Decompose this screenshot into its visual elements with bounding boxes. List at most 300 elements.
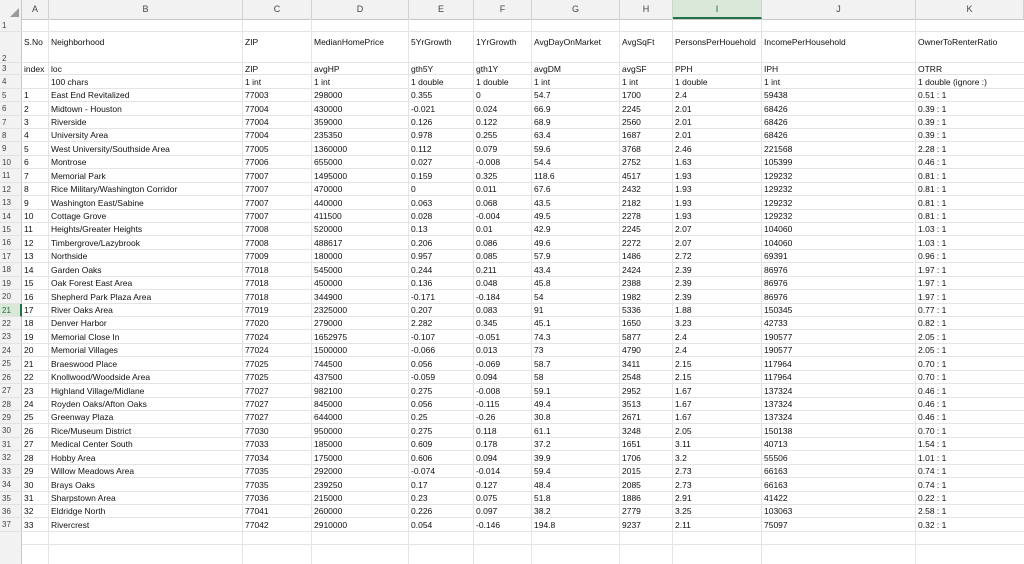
cell-g27[interactable]: 59.1 bbox=[534, 386, 551, 396]
cell-b19[interactable]: Oak Forest East Area bbox=[51, 278, 133, 288]
row-header-14[interactable]: 14 bbox=[0, 210, 22, 223]
cell-k32[interactable]: 1.01 : 1 bbox=[918, 453, 947, 463]
cell-a6[interactable]: 2 bbox=[24, 104, 29, 114]
cell-c19[interactable]: 77018 bbox=[245, 278, 269, 288]
cell-f14[interactable]: -0.004 bbox=[476, 211, 501, 221]
cell-d13[interactable]: 440000 bbox=[314, 198, 343, 208]
cell-c27[interactable]: 77027 bbox=[245, 386, 269, 396]
cell-f16[interactable]: 0.086 bbox=[476, 238, 498, 248]
cell-f25[interactable]: -0.069 bbox=[476, 359, 501, 369]
cell-f27[interactable]: -0.008 bbox=[476, 386, 501, 396]
cell-d26[interactable]: 437500 bbox=[314, 372, 343, 382]
cell-j2[interactable]: IncomePerHousehold bbox=[764, 37, 846, 47]
cell-c4[interactable]: 1 int bbox=[245, 77, 262, 87]
cell-i18[interactable]: 2.39 bbox=[675, 265, 692, 275]
cell-a25[interactable]: 21 bbox=[24, 359, 34, 369]
cell-h22[interactable]: 1650 bbox=[622, 318, 641, 328]
cell-c7[interactable]: 77004 bbox=[245, 117, 269, 127]
cell-g35[interactable]: 51.8 bbox=[534, 493, 551, 503]
cell-f22[interactable]: 0.345 bbox=[476, 318, 498, 328]
cell-b23[interactable]: Memorial Close In bbox=[51, 332, 120, 342]
cell-a36[interactable]: 32 bbox=[24, 506, 34, 516]
cell-a32[interactable]: 28 bbox=[24, 453, 34, 463]
cell-e24[interactable]: -0.066 bbox=[411, 345, 436, 355]
cell-f5[interactable]: 0 bbox=[476, 90, 481, 100]
cell-h12[interactable]: 2432 bbox=[622, 184, 641, 194]
cell-g13[interactable]: 43.5 bbox=[534, 198, 551, 208]
cell-k33[interactable]: 0.74 : 1 bbox=[918, 466, 947, 476]
cell-h36[interactable]: 2779 bbox=[622, 506, 641, 516]
column-header-a[interactable]: A bbox=[22, 0, 49, 19]
cell-b30[interactable]: Rice/Museum District bbox=[51, 426, 132, 436]
cell-e31[interactable]: 0.609 bbox=[411, 439, 433, 449]
cell-j6[interactable]: 68426 bbox=[764, 104, 788, 114]
cell-d15[interactable]: 520000 bbox=[314, 224, 343, 234]
cell-e5[interactable]: 0.355 bbox=[411, 90, 433, 100]
row-header-11[interactable]: 11 bbox=[0, 169, 22, 183]
cell-d9[interactable]: 1360000 bbox=[314, 144, 348, 154]
cell-h2[interactable]: AvgSqFt bbox=[622, 37, 655, 47]
cell-c11[interactable]: 77007 bbox=[245, 171, 269, 181]
cell-c36[interactable]: 77041 bbox=[245, 506, 269, 516]
cell-b33[interactable]: Willow Meadows Area bbox=[51, 466, 135, 476]
cell-b37[interactable]: Rivercrest bbox=[51, 520, 90, 530]
cell-a16[interactable]: 12 bbox=[24, 238, 34, 248]
cell-c5[interactable]: 77003 bbox=[245, 90, 269, 100]
cell-j27[interactable]: 137324 bbox=[764, 386, 793, 396]
cell-g4[interactable]: 1 int bbox=[534, 77, 551, 87]
cell-f9[interactable]: 0.079 bbox=[476, 144, 498, 154]
cell-c2[interactable]: ZIP bbox=[245, 37, 259, 47]
cell-c13[interactable]: 77007 bbox=[245, 198, 269, 208]
cell-i4[interactable]: 1 double bbox=[675, 77, 708, 87]
cell-k37[interactable]: 0.32 : 1 bbox=[918, 520, 947, 530]
cell-i36[interactable]: 3.25 bbox=[675, 506, 692, 516]
cell-i12[interactable]: 1.93 bbox=[675, 184, 692, 194]
cell-i27[interactable]: 1.67 bbox=[675, 386, 692, 396]
cell-f10[interactable]: -0.008 bbox=[476, 157, 501, 167]
cell-j24[interactable]: 190577 bbox=[764, 345, 793, 355]
cell-e32[interactable]: 0.606 bbox=[411, 453, 433, 463]
cell-e19[interactable]: 0.136 bbox=[411, 278, 433, 288]
cell-d35[interactable]: 215000 bbox=[314, 493, 343, 503]
cell-d5[interactable]: 298000 bbox=[314, 90, 343, 100]
column-header-i[interactable]: I bbox=[673, 0, 762, 19]
cell-b12[interactable]: Rice Military/Washington Corridor bbox=[51, 184, 178, 194]
cell-g32[interactable]: 39.9 bbox=[534, 453, 551, 463]
cell-b22[interactable]: Denver Harbor bbox=[51, 318, 107, 328]
cell-k26[interactable]: 0.70 : 1 bbox=[918, 372, 947, 382]
row-header-21[interactable]: 21 bbox=[0, 304, 22, 317]
cell-b5[interactable]: East End Revitalized bbox=[51, 90, 130, 100]
cell-j25[interactable]: 117964 bbox=[764, 359, 792, 369]
cell-j32[interactable]: 55506 bbox=[764, 453, 788, 463]
cell-e30[interactable]: 0.275 bbox=[411, 426, 433, 436]
cell-h13[interactable]: 2182 bbox=[622, 198, 641, 208]
row-header-34[interactable]: 34 bbox=[0, 478, 22, 492]
cell-a7[interactable]: 3 bbox=[24, 117, 29, 127]
cell-i22[interactable]: 3.23 bbox=[675, 318, 692, 328]
cell-e4[interactable]: 1 double bbox=[411, 77, 444, 87]
cell-a12[interactable]: 8 bbox=[24, 184, 29, 194]
cell-d4[interactable]: 1 int bbox=[314, 77, 331, 87]
cell-e13[interactable]: 0.063 bbox=[411, 198, 433, 208]
cell-k4[interactable]: 1 double (ignore :) bbox=[918, 77, 987, 87]
cell-g29[interactable]: 30.8 bbox=[534, 412, 551, 422]
cell-d27[interactable]: 982100 bbox=[314, 386, 343, 396]
cell-i26[interactable]: 2.15 bbox=[675, 372, 692, 382]
cell-h30[interactable]: 3248 bbox=[622, 426, 641, 436]
cell-j15[interactable]: 104060 bbox=[764, 224, 793, 234]
cell-f36[interactable]: 0.097 bbox=[476, 506, 498, 516]
cell-b29[interactable]: Greenway Plaza bbox=[51, 412, 114, 422]
cell-j18[interactable]: 86976 bbox=[764, 265, 788, 275]
cell-g17[interactable]: 57.9 bbox=[534, 251, 551, 261]
cell-h15[interactable]: 2245 bbox=[622, 224, 641, 234]
cell-k20[interactable]: 1.97 : 1 bbox=[918, 292, 947, 302]
cell-h3[interactable]: avgSF bbox=[622, 64, 647, 74]
cell-k28[interactable]: 0.46 : 1 bbox=[918, 399, 947, 409]
cell-e37[interactable]: 0.054 bbox=[411, 520, 433, 530]
cell-i17[interactable]: 2.72 bbox=[675, 251, 692, 261]
cell-b24[interactable]: Memorial Villages bbox=[51, 345, 118, 355]
cell-j7[interactable]: 68426 bbox=[764, 117, 788, 127]
cell-f20[interactable]: -0.184 bbox=[476, 292, 501, 302]
cell-d24[interactable]: 1500000 bbox=[314, 345, 348, 355]
cell-c12[interactable]: 77007 bbox=[245, 184, 269, 194]
cell-j22[interactable]: 42733 bbox=[764, 318, 788, 328]
row-header-26[interactable]: 26 bbox=[0, 371, 22, 384]
cell-f28[interactable]: -0.115 bbox=[476, 399, 500, 409]
cell-j10[interactable]: 105399 bbox=[764, 157, 793, 167]
cell-g12[interactable]: 67.6 bbox=[534, 184, 551, 194]
cell-k36[interactable]: 2.58 : 1 bbox=[918, 506, 947, 516]
cell-c25[interactable]: 77025 bbox=[245, 359, 269, 369]
select-all-button[interactable] bbox=[0, 0, 22, 19]
cell-g10[interactable]: 54.4 bbox=[534, 157, 551, 167]
cell-k25[interactable]: 0.70 : 1 bbox=[918, 359, 947, 369]
cell-c28[interactable]: 77027 bbox=[245, 399, 269, 409]
row-header-13[interactable]: 13 bbox=[0, 196, 22, 210]
cell-i33[interactable]: 2.73 bbox=[675, 466, 692, 476]
cell-a13[interactable]: 9 bbox=[24, 198, 29, 208]
cell-h21[interactable]: 5336 bbox=[622, 305, 641, 315]
cell-g37[interactable]: 194.8 bbox=[534, 520, 556, 530]
cell-d10[interactable]: 655000 bbox=[314, 157, 343, 167]
cell-h14[interactable]: 2278 bbox=[622, 211, 641, 221]
cell-g2[interactable]: AvgDayOnMarket bbox=[534, 37, 601, 47]
cell-f3[interactable]: gth1Y bbox=[476, 64, 499, 74]
cell-k29[interactable]: 0.46 : 1 bbox=[918, 412, 947, 422]
cell-h32[interactable]: 1706 bbox=[622, 453, 641, 463]
column-header-c[interactable]: C bbox=[243, 0, 312, 19]
row-header-4[interactable]: 4 bbox=[0, 75, 22, 89]
column-header-g[interactable]: G bbox=[532, 0, 620, 19]
cell-f2[interactable]: 1YrGrowth bbox=[476, 37, 517, 47]
cell-i28[interactable]: 1.67 bbox=[675, 399, 692, 409]
cell-c17[interactable]: 77009 bbox=[245, 251, 269, 261]
cell-j21[interactable]: 150345 bbox=[764, 305, 793, 315]
cell-d7[interactable]: 359000 bbox=[314, 117, 343, 127]
column-header-e[interactable]: E bbox=[409, 0, 474, 19]
cell-a20[interactable]: 16 bbox=[24, 292, 34, 302]
cell-k16[interactable]: 1.03 : 1 bbox=[918, 238, 947, 248]
cell-i6[interactable]: 2.01 bbox=[675, 104, 692, 114]
cell-a29[interactable]: 25 bbox=[24, 412, 34, 422]
cell-a23[interactable]: 19 bbox=[24, 332, 34, 342]
cell-c21[interactable]: 77019 bbox=[245, 305, 269, 315]
cell-h6[interactable]: 2245 bbox=[622, 104, 641, 114]
row-header-7[interactable]: 7 bbox=[0, 116, 22, 129]
cell-c31[interactable]: 77033 bbox=[245, 439, 269, 449]
cell-f24[interactable]: 0.013 bbox=[476, 345, 498, 355]
cell-c23[interactable]: 77024 bbox=[245, 332, 269, 342]
cell-a22[interactable]: 18 bbox=[24, 318, 34, 328]
cell-c26[interactable]: 77025 bbox=[245, 372, 269, 382]
cell-b10[interactable]: Montrose bbox=[51, 157, 87, 167]
cell-k6[interactable]: 0.39 : 1 bbox=[918, 104, 947, 114]
cell-h33[interactable]: 2015 bbox=[622, 466, 641, 476]
cell-f18[interactable]: 0.211 bbox=[476, 265, 497, 275]
cell-h9[interactable]: 3768 bbox=[622, 144, 641, 154]
cell-e16[interactable]: 0.206 bbox=[411, 238, 433, 248]
cell-j23[interactable]: 190577 bbox=[764, 332, 793, 342]
cell-d20[interactable]: 344900 bbox=[314, 292, 343, 302]
cell-i29[interactable]: 1.67 bbox=[675, 412, 692, 422]
cell-k8[interactable]: 0.39 : 1 bbox=[918, 130, 947, 140]
cell-k14[interactable]: 0.81 : 1 bbox=[918, 211, 947, 221]
row-header-23[interactable]: 23 bbox=[0, 330, 22, 344]
cell-a19[interactable]: 15 bbox=[24, 278, 34, 288]
cell-f21[interactable]: 0.083 bbox=[476, 305, 498, 315]
cell-i20[interactable]: 2.39 bbox=[675, 292, 692, 302]
cell-g11[interactable]: 118.6 bbox=[534, 171, 555, 181]
cell-i16[interactable]: 2.07 bbox=[675, 238, 692, 248]
cell-e28[interactable]: 0.056 bbox=[411, 399, 433, 409]
cell-a17[interactable]: 13 bbox=[24, 251, 34, 261]
row-header-25[interactable]: 25 bbox=[0, 357, 22, 371]
cell-j29[interactable]: 137324 bbox=[764, 412, 793, 422]
cell-i3[interactable]: PPH bbox=[675, 64, 693, 74]
cell-b15[interactable]: Heights/Greater Heights bbox=[51, 224, 143, 234]
cell-e15[interactable]: 0.13 bbox=[411, 224, 428, 234]
cell-h34[interactable]: 2085 bbox=[622, 480, 641, 490]
cell-j20[interactable]: 86976 bbox=[764, 292, 788, 302]
cell-k30[interactable]: 0.70 : 1 bbox=[918, 426, 947, 436]
row-header-3[interactable]: 3 bbox=[0, 63, 22, 75]
cell-b20[interactable]: Shepherd Park Plaza Area bbox=[51, 292, 152, 302]
row-header-10[interactable]: 10 bbox=[0, 156, 22, 169]
cell-i25[interactable]: 2.15 bbox=[675, 359, 692, 369]
cell-c32[interactable]: 77034 bbox=[245, 453, 269, 463]
cell-k34[interactable]: 0.74 : 1 bbox=[918, 480, 947, 490]
cell-h35[interactable]: 1886 bbox=[622, 493, 641, 503]
cell-a3[interactable]: index bbox=[24, 64, 45, 74]
cell-f13[interactable]: 0.068 bbox=[476, 198, 498, 208]
cell-c14[interactable]: 77007 bbox=[245, 211, 269, 221]
cell-k15[interactable]: 1.03 : 1 bbox=[918, 224, 947, 234]
cell-g9[interactable]: 59.6 bbox=[534, 144, 551, 154]
cell-h25[interactable]: 3411 bbox=[622, 359, 641, 369]
cell-g20[interactable]: 54 bbox=[534, 292, 544, 302]
cell-i2[interactable]: PersonsPerHouehold bbox=[675, 37, 756, 47]
cell-a33[interactable]: 29 bbox=[24, 466, 34, 476]
cell-d14[interactable]: 411500 bbox=[314, 211, 342, 221]
cell-e33[interactable]: -0.074 bbox=[411, 466, 436, 476]
cell-e9[interactable]: 0.112 bbox=[411, 144, 432, 154]
cell-g3[interactable]: avgDM bbox=[534, 64, 561, 74]
cell-d28[interactable]: 845000 bbox=[314, 399, 343, 409]
cell-g36[interactable]: 38.2 bbox=[534, 506, 551, 516]
row-header-31[interactable]: 31 bbox=[0, 438, 22, 451]
cell-i31[interactable]: 3.11 bbox=[675, 439, 691, 449]
cell-a35[interactable]: 31 bbox=[24, 493, 34, 503]
cell-i34[interactable]: 2.73 bbox=[675, 480, 692, 490]
cell-e2[interactable]: 5YrGrowth bbox=[411, 37, 452, 47]
row-header-28[interactable]: 28 bbox=[0, 398, 22, 411]
cell-d19[interactable]: 450000 bbox=[314, 278, 343, 288]
cell-d34[interactable]: 239250 bbox=[314, 480, 343, 490]
cell-e36[interactable]: 0.226 bbox=[411, 506, 433, 516]
cell-h18[interactable]: 2424 bbox=[622, 265, 641, 275]
cell-g18[interactable]: 43.4 bbox=[534, 265, 551, 275]
cell-b14[interactable]: Cottage Grove bbox=[51, 211, 107, 221]
cell-f15[interactable]: 0.01 bbox=[476, 224, 493, 234]
cell-c22[interactable]: 77020 bbox=[245, 318, 269, 328]
cell-c9[interactable]: 77005 bbox=[245, 144, 269, 154]
cell-d22[interactable]: 279000 bbox=[314, 318, 343, 328]
cell-g34[interactable]: 48.4 bbox=[534, 480, 551, 490]
row-header-19[interactable]: 19 bbox=[0, 277, 22, 290]
cell-j26[interactable]: 117964 bbox=[764, 372, 792, 382]
cell-g16[interactable]: 49.6 bbox=[534, 238, 551, 248]
row-header-22[interactable]: 22 bbox=[0, 317, 22, 330]
cell-h7[interactable]: 2560 bbox=[622, 117, 641, 127]
cell-f26[interactable]: 0.094 bbox=[476, 372, 498, 382]
cell-e12[interactable]: 0 bbox=[411, 184, 416, 194]
cell-i30[interactable]: 2.05 bbox=[675, 426, 692, 436]
row-header-18[interactable]: 18 bbox=[0, 263, 22, 277]
cell-j31[interactable]: 40713 bbox=[764, 439, 788, 449]
cell-e10[interactable]: 0.027 bbox=[411, 157, 433, 167]
cell-grid[interactable] bbox=[22, 19, 1024, 564]
cell-h10[interactable]: 2752 bbox=[622, 157, 641, 167]
cell-i24[interactable]: 2.4 bbox=[675, 345, 687, 355]
cell-g23[interactable]: 74.3 bbox=[534, 332, 551, 342]
cell-j3[interactable]: IPH bbox=[764, 64, 779, 74]
cell-a2[interactable]: S.No bbox=[24, 37, 43, 47]
cell-d8[interactable]: 235350 bbox=[314, 130, 343, 140]
cell-d16[interactable]: 488617 bbox=[314, 238, 343, 248]
cell-g21[interactable]: 91 bbox=[534, 305, 544, 315]
cell-b13[interactable]: Washington East/Sabine bbox=[51, 198, 144, 208]
cell-e18[interactable]: 0.244 bbox=[411, 265, 433, 275]
cell-k2[interactable]: OwnerToRenterRatio bbox=[918, 37, 998, 47]
row-header-20[interactable]: 20 bbox=[0, 290, 22, 304]
cell-b2[interactable]: Neighborhood bbox=[51, 37, 105, 47]
cell-h20[interactable]: 1982 bbox=[622, 292, 641, 302]
cell-j11[interactable]: 129232 bbox=[764, 171, 793, 181]
column-header-f[interactable]: F bbox=[474, 0, 532, 19]
cell-g8[interactable]: 63.4 bbox=[534, 130, 551, 140]
cell-j19[interactable]: 86976 bbox=[764, 278, 788, 288]
cell-c18[interactable]: 77018 bbox=[245, 265, 269, 275]
cell-c3[interactable]: ZIP bbox=[245, 64, 259, 74]
cell-b21[interactable]: River Oaks Area bbox=[51, 305, 113, 315]
cell-g24[interactable]: 73 bbox=[534, 345, 544, 355]
cell-j14[interactable]: 129232 bbox=[764, 211, 793, 221]
row-header-27[interactable]: 27 bbox=[0, 384, 22, 398]
cell-j30[interactable]: 150138 bbox=[764, 426, 793, 436]
cell-b3[interactable]: loc bbox=[51, 64, 62, 74]
cell-g33[interactable]: 59.4 bbox=[534, 466, 551, 476]
cell-e11[interactable]: 0.159 bbox=[411, 171, 433, 181]
cell-a26[interactable]: 22 bbox=[24, 372, 34, 382]
cell-e21[interactable]: 0.207 bbox=[411, 305, 433, 315]
cell-d33[interactable]: 292000 bbox=[314, 466, 343, 476]
cell-d25[interactable]: 744500 bbox=[314, 359, 343, 369]
column-header-k[interactable]: K bbox=[916, 0, 1024, 19]
cell-j12[interactable]: 129232 bbox=[764, 184, 793, 194]
cell-j37[interactable]: 75097 bbox=[764, 520, 788, 530]
cell-c20[interactable]: 77018 bbox=[245, 292, 269, 302]
cell-k23[interactable]: 2.05 : 1 bbox=[918, 332, 947, 342]
cell-i11[interactable]: 1.93 bbox=[675, 171, 692, 181]
cell-f35[interactable]: 0.075 bbox=[476, 493, 498, 503]
cell-b34[interactable]: Brays Oaks bbox=[51, 480, 95, 490]
cell-k10[interactable]: 0.46 : 1 bbox=[918, 157, 947, 167]
cell-i5[interactable]: 2.4 bbox=[675, 90, 687, 100]
row-header-32[interactable]: 32 bbox=[0, 451, 22, 465]
row-header-16[interactable]: 16 bbox=[0, 236, 22, 250]
cell-k31[interactable]: 1.54 : 1 bbox=[918, 439, 947, 449]
cell-a27[interactable]: 23 bbox=[24, 386, 34, 396]
cell-h31[interactable]: 1651 bbox=[622, 439, 641, 449]
row-header-35[interactable]: 35 bbox=[0, 492, 22, 505]
cell-f11[interactable]: 0.325 bbox=[476, 171, 498, 181]
cell-e25[interactable]: 0.056 bbox=[411, 359, 433, 369]
cell-f19[interactable]: 0.048 bbox=[476, 278, 498, 288]
cell-e35[interactable]: 0.23 bbox=[411, 493, 428, 503]
cell-d3[interactable]: avgHP bbox=[314, 64, 340, 74]
cell-j16[interactable]: 104060 bbox=[764, 238, 793, 248]
cell-j4[interactable]: 1 int bbox=[764, 77, 781, 87]
cell-f4[interactable]: 1 double bbox=[476, 77, 509, 87]
cell-a28[interactable]: 24 bbox=[24, 399, 34, 409]
cell-h28[interactable]: 3513 bbox=[622, 399, 641, 409]
cell-a24[interactable]: 20 bbox=[24, 345, 34, 355]
cell-g30[interactable]: 61.1 bbox=[534, 426, 551, 436]
cell-k27[interactable]: 0.46 : 1 bbox=[918, 386, 947, 396]
cell-b7[interactable]: Riverside bbox=[51, 117, 87, 127]
cell-a4[interactable] bbox=[22, 75, 49, 89]
cell-d37[interactable]: 2910000 bbox=[314, 520, 348, 530]
cell-a15[interactable]: 11 bbox=[24, 224, 33, 234]
cell-d29[interactable]: 644000 bbox=[314, 412, 343, 422]
cell-d36[interactable]: 260000 bbox=[314, 506, 343, 516]
cell-a10[interactable]: 6 bbox=[24, 157, 29, 167]
cell-c16[interactable]: 77008 bbox=[245, 238, 269, 248]
cell-e7[interactable]: 0.126 bbox=[411, 117, 433, 127]
cell-g31[interactable]: 37.2 bbox=[534, 439, 551, 449]
cell-k11[interactable]: 0.81 : 1 bbox=[918, 171, 947, 181]
cell-g14[interactable]: 49.5 bbox=[534, 211, 551, 221]
cell-k18[interactable]: 1.97 : 1 bbox=[918, 265, 947, 275]
cell-i9[interactable]: 2.46 bbox=[675, 144, 692, 154]
cell-c33[interactable]: 77035 bbox=[245, 466, 269, 476]
cell-g22[interactable]: 45.1 bbox=[534, 318, 551, 328]
cell-j34[interactable]: 66163 bbox=[764, 480, 788, 490]
